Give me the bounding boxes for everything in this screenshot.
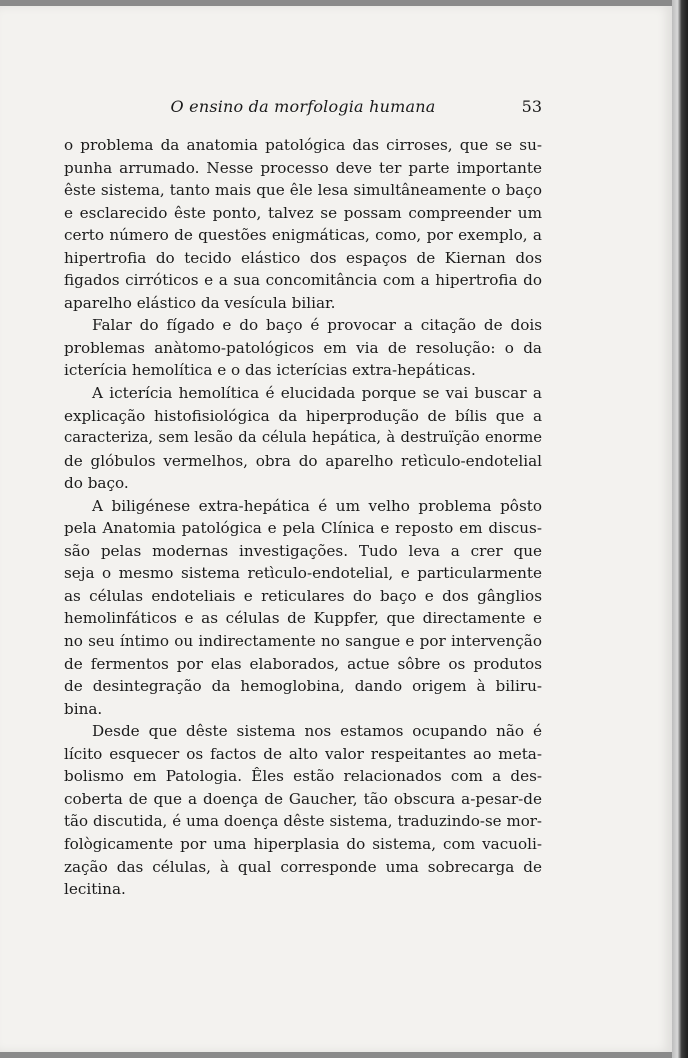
text-line: as células endoteliais e reticulares do baço e dos gânglios — [64, 586, 542, 605]
paragraph — [64, 134, 542, 314]
text-line: bolismo em Patologia. Êles estão relacionados com a des- — [64, 767, 542, 786]
text-line: zação das células, à qual corresponde uma sobrecarga de — [64, 857, 542, 876]
text-line: figados cirróticos e a sua concomitância com a hipertrofia do — [64, 271, 542, 290]
paragraph — [64, 720, 542, 900]
text-line: Falar do fígado e do baço é provocar a citação de dois — [92, 316, 542, 335]
page-header — [64, 97, 542, 121]
text-line: hemolinfáticos e as células de Kuppfer, que directamente e — [64, 609, 542, 628]
text-line: coberta de que a doença de Gaucher, tão obscura a-pesar-de — [64, 789, 542, 808]
text-line: tão discutida, é uma doença dêste sistema, traduzindo-se mor- — [64, 812, 542, 831]
text-line: do baço. — [64, 474, 129, 493]
text-line: pela Anatomia patológica e pela Clínica e reposto em discus- — [64, 519, 542, 538]
text-line: são pelas modernas investigações. Tudo leva a crer que — [64, 541, 542, 560]
text-line: êste sistema, tanto mais que êle lesa simultâneamente o baço — [64, 181, 542, 200]
text-line: lícito esquecer os factos de alto valor respeitantes ao meta- — [64, 744, 542, 763]
paragraph — [64, 314, 542, 382]
text-line: bina. — [64, 699, 103, 718]
paragraph — [64, 495, 542, 720]
text-line: explicação histofisiológica da hiperprodução de bílis que a — [64, 406, 542, 425]
text-line: de glóbulos vermelhos, obra do aparelho retìculo-endotelial — [64, 451, 542, 470]
text-line: no seu íntimo ou indirectamente no sangue e por intervenção — [64, 632, 542, 651]
page-number: 53 — [521, 97, 542, 116]
text-line: caracteriza, sem lesão da célula hepática, à destruïção enorme — [64, 429, 542, 447]
text-line: Desde que dêste sistema nos estamos ocupando não é — [92, 722, 542, 741]
text-line: hipertrofia do tecido elástico dos espaços de Kiernan dos — [64, 248, 542, 267]
text-line: problemas anàtomo-patológicos em via de resolução: o da — [64, 338, 542, 357]
body-text — [64, 134, 542, 901]
book-gutter-edge — [672, 0, 688, 1058]
running-title: O ensino da morfologia humana — [170, 97, 436, 116]
text-line: lecitina. — [64, 880, 126, 899]
text-line: aparelho elástico da vesícula biliar. — [64, 293, 336, 312]
text-line: seja o mesmo sistema retìculo-endotelial, e particularmente — [64, 564, 542, 583]
text-line: o problema da anatomia patológica das cirroses, que se su- — [64, 136, 542, 154]
text-line: de fermentos por elas elaborados, actue sôbre os produtos — [64, 654, 542, 673]
text-line: icterícia hemolítica e o das icterícias extra-hepáticas. — [64, 361, 476, 380]
text-line: A biligénese extra-hepática é um velho problema pôsto — [92, 496, 542, 515]
text-line: fològicamente por uma hiperplasia do sistema, com vacuoli- — [64, 834, 542, 853]
scan-bottom-edge — [0, 1052, 672, 1058]
book-page — [0, 6, 672, 1052]
text-line: de desintegração da hemoglobina, dando origem à biliru- — [64, 677, 542, 696]
text-line: certo número de questões enigmáticas, como, por exemplo, a — [64, 226, 542, 245]
text-line: e esclarecido êste ponto, talvez se possam compreender um — [64, 203, 542, 222]
text-line: punha arrumado. Nesse processo deve ter parte importante — [64, 158, 542, 177]
paragraph — [64, 382, 542, 495]
text-line: A icterícia hemolítica é elucidada porque se vai buscar a — [92, 384, 542, 403]
